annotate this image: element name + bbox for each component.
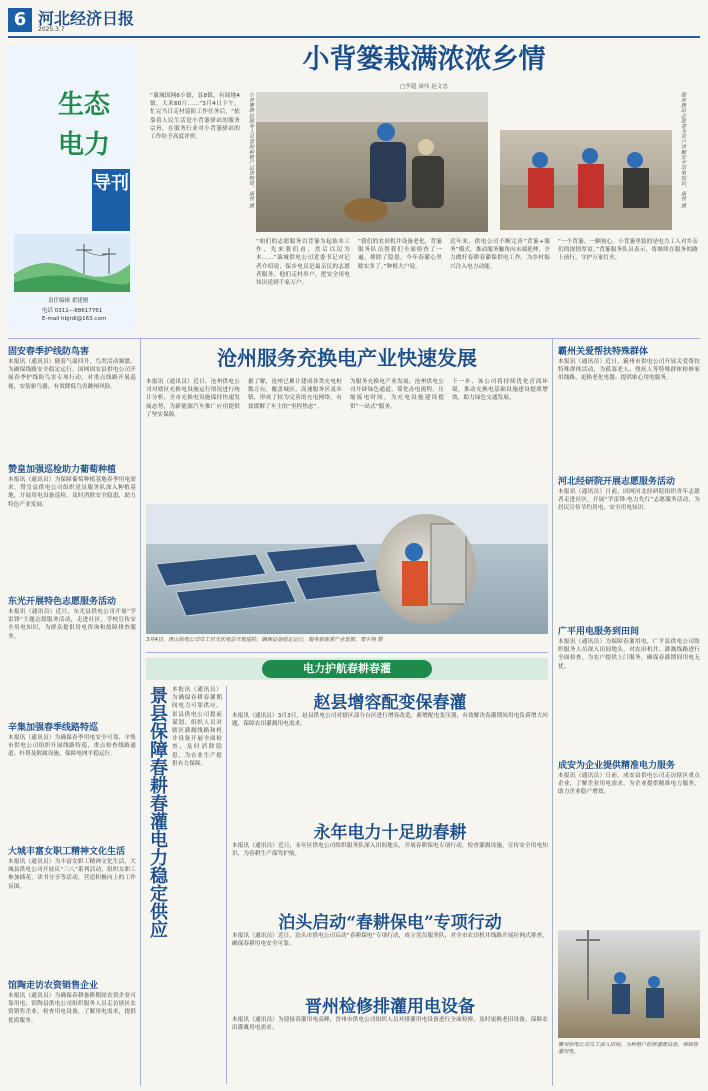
brief-body: 本报讯（通讯员）日前，国网河北经研院组织青年志愿者走进社区，开展“学雷锋·电力先行”志愿服务活动，为居民宣传节约用电、安全用电知识。 <box>558 489 700 512</box>
paper-name: 河北经济日报 <box>38 9 135 28</box>
jingxian-headline: 景县保障春耕春灌电力稳定供应 <box>147 686 168 938</box>
cangzhou-body-col4: 下一步，该公司将持续优化营商环境，推动充换电基础设施建设提质增效，助力绿色交通发展。 <box>452 379 548 402</box>
spring-photo-caption: 冀州供电公司员工深入田间，为种植户检修灌溉设备，保障春灌用电。 <box>558 1042 699 1055</box>
main-headline: 小背篓栽满浓浓乡情 <box>302 44 546 75</box>
column-header <box>8 44 136 334</box>
brief-body: 本报讯（通讯员）日前，成安县供电公司走访辖区重点企业，了解企业用电需求，为企业提供精准电力服务，助力企业稳产增效。 <box>558 773 700 796</box>
main-body-col5: “一个背篓，一颗初心。小背篓里装的是电力工人对乡亲们的深情厚谊。”背篓服务队员表示，将继续在服务的路上前行，守护万家灯火。 <box>558 239 698 262</box>
main-body-col1: “藁城国网6小镇，县8镇，有阎地4镇，大米60斤……”3月4日下午，忙完当日走村巡防工作任务后，“依靠着人民生活是小背篓驿站的服务宗旨，在服务行业对小背篓驿站的工作给予高度评价。 <box>150 93 240 141</box>
spring-banner: 电力护航春耕春灌 <box>262 660 432 678</box>
cangzhou-photo <box>146 504 548 634</box>
landscape-illustration-icon <box>14 234 130 292</box>
brief-body: 本报讯（通讯员）近日，东光县供电公司开展“学雷锋”主题志愿服务活动，走进社区、学校宣传安全用电知识，为群众提供用电咨询和故障排查服务。 <box>8 609 136 640</box>
yongnian-headline: 永年电力十足助春耕 <box>313 823 467 843</box>
main-body-col2: “咱们的志愿服务以背篓为起始本工作，先来我们看，然后以民为本……”藁城供电公司党委书记对记者介绍说，保乡电员是最亲民的志愿者服务，他们走村串户，把安全用电知识送到千家万户。 <box>256 239 350 287</box>
right-briefs <box>558 344 700 924</box>
spring-photo <box>558 930 700 1038</box>
brief-title: 馆陶走访农资销售企业 <box>8 981 99 991</box>
column-phone: 电话 0311—88617761 <box>42 308 103 314</box>
main-photo-2-caption: 服务驿站志愿者为农户讲解安全用电知识。康伟 摄 <box>680 92 686 209</box>
cangzhou-body-col1: 本报讯（通讯员）近日，沧州供电公司对辖区充换电设施运行情况进行统计分析，全市充换电设施保持快速发展态势，为新能源汽车推广应用提供了坚实保障。 <box>146 379 240 418</box>
brief-title: 固安春季护线防鸟害 <box>8 347 90 357</box>
brief-title: 霸州关爱帮扶特殊群体 <box>558 347 649 357</box>
yongnian-body: 本报讯（通讯员）近日，永年区供电公司组织服务队深入田间地头，开展春耕保电专项行动，检查灌溉设施，宣传安全用电知识，为春耕生产保驾护航。 <box>232 843 548 858</box>
brief-title: 大城丰富女职工精神文化生活 <box>8 847 126 857</box>
brief-body: 本报讯（通讯员）为保障春灌用电，广平县供电公司组织服务人员深入田间地头，对农田机井、灌溉线路进行全面检查，为农户提供上门服务，确保春灌期间用电无忧。 <box>558 639 700 670</box>
cangzhou-photo-caption: 3月4日，唐山供电公司员工对光伏电站开展巡检，确保设备稳定运行，服务新能源产业发展。周宇翔 摄 <box>146 637 383 643</box>
cangzhou-body-col2: 据了解，沧州已累计建成各类充电桩数万台，覆盖城区、高速服务区及乡镇，形成了较为完善的充电网络，有效缓解了车主的“里程焦虑”。 <box>248 379 342 410</box>
brief-title: 辛集加强春季线路特巡 <box>8 723 99 733</box>
brief-title: 广平用电服务到田间 <box>558 627 640 637</box>
botou-headline: 泊头启动“春耕保电”专项行动 <box>278 913 502 933</box>
brief-title: 赞皇加强巡检助力葡萄种植 <box>8 465 117 475</box>
left-briefs <box>8 344 136 1084</box>
left-column-divider <box>140 338 141 1086</box>
brief-title: 东光开展特色志愿服务活动 <box>8 597 117 607</box>
jinzhou-headline: 晋州检修排灌用电设备 <box>305 997 475 1017</box>
section-divider <box>8 338 700 339</box>
cangzhou-body-col3: 为服务充换电产业发展，沧州供电公司开辟绿色通道，简化办电流程，压缩接电时间，为充电设施建设提供“一站式”服务。 <box>350 379 444 410</box>
brief-body: 本报讯（通讯员）为保障葡萄种植基地春季用电需求，赞皇县供电公司组织党员服务队深入种植基地，开展用电设备巡检，及时消除安全隐患，助力特色产业发展。 <box>8 477 136 508</box>
page-number: 6 <box>8 8 32 32</box>
inset-photo <box>376 514 476 624</box>
botou-body: 本报讯（通讯员）近日，泊头市供电公司启动“春耕保电”专项行动，成立党员服务队，对全市农田机井线路开展拉网式排查，确保春耕用电安全可靠。 <box>232 933 548 948</box>
zhaoxian-headline: 赵县增容配变保春灌 <box>313 693 467 713</box>
brief-body: 本报讯（通讯员）为确保春季用电安全可靠，辛集市供电公司组织开展线路特巡，重点检查线路通道、杆塔及附属设施，保障电网平稳运行。 <box>8 735 136 758</box>
spring-column-divider <box>226 686 227 1084</box>
main-photo-1-caption: 小背篓驿站服务人员帮助种植户运送物资。康伟 摄 <box>248 92 254 209</box>
column-email: E-mail hbjrdl@163.com <box>42 316 107 322</box>
brief-body: 本报讯（通讯员）为丰富女职工精神文化生活，大城县供电公司开展庆“三八”系列活动，组织女职工参加插花、读书分享等活动，营造积极向上的工作氛围。 <box>8 859 136 890</box>
spring-divider <box>146 652 548 653</box>
column-title-power: 电力 <box>58 130 111 160</box>
brief-body: 本报讯（通讯员）近日，霸州市供电公司开展关爱帮扶特殊群体活动，为孤寡老人、残疾人等特殊群体检修家用线路，更换老化电器，提供贴心用电服务。 <box>558 359 700 382</box>
zhaoxian-body: 本报讯（通讯员）3月3日，赵县供电公司对辖区部分台区进行增容改造，新增配电变压器，有效解决春灌期间用电负荷增大问题，保障农田灌溉用电需求。 <box>232 713 548 728</box>
jingxian-story <box>146 686 222 1084</box>
column-subtitle: 导刊 <box>92 169 130 231</box>
brief-body: 本报讯（通讯员）为确保春耕备耕期间农资企业可靠用电，馆陶县供电公司组织服务人员走访辖区农资销售企业，检查用电设备，了解用电需求，提供优质服务。 <box>8 993 136 1024</box>
main-byline: □李超 康伟 赵文忠 <box>400 84 448 90</box>
spring-banner-strip <box>146 658 548 680</box>
masthead-rule <box>8 36 700 38</box>
issue-date: 2025.3.7 <box>38 26 65 33</box>
column-title-ecology: 生态 <box>58 90 111 120</box>
main-photo-1 <box>256 92 488 232</box>
cangzhou-headline: 沧州服务充换电产业快速发展 <box>217 346 477 370</box>
right-column-divider <box>552 338 553 1086</box>
jinzhou-body: 本报讯（通讯员）为迎接春灌用电高峰，晋州市供电公司组织人员对排灌用电设备进行全面检修，及时更换老旧设备，保障农田灌溉用电需求。 <box>232 1017 548 1032</box>
brief-body: 本报讯（通讯员）随着气温回升，鸟类活动频繁，为确保线路安全稳定运行，国网固安县供电公司开展春季护线防鸟害专项行动，对重点线路开展巡视，安装驱鸟器，有效降低鸟害跳闸风险。 <box>8 359 136 390</box>
jingxian-body: 本报讯（通讯员）为确保春耕春灌期间电力可靠供应，景县供电公司提前谋划，组织人员对辖区灌溉线路和机井设备开展全面检查，及时消除隐患，为农业生产提供有力保障。 <box>172 687 222 767</box>
brief-title: 成安为企业提供精准电力服务 <box>558 761 676 771</box>
brief-title: 河北经研院开展志愿服务活动 <box>558 477 676 487</box>
main-body-col3: “我们的农田机井设备老化，背篓服务队员帮我们全面检查了一遍，排除了隐患，今年春灌心里踏实多了。”种植大户说。 <box>358 239 442 270</box>
main-body-col4: 近年来，供电公司不断完善“背篓+服务”模式，推动服务触角向末端延伸，全力做好春耕春灌保供电工作，为乡村振兴注入电力动能。 <box>450 239 550 270</box>
main-photo-2 <box>500 130 672 230</box>
column-editor: 责任编辑 翟建刚 <box>48 298 89 304</box>
